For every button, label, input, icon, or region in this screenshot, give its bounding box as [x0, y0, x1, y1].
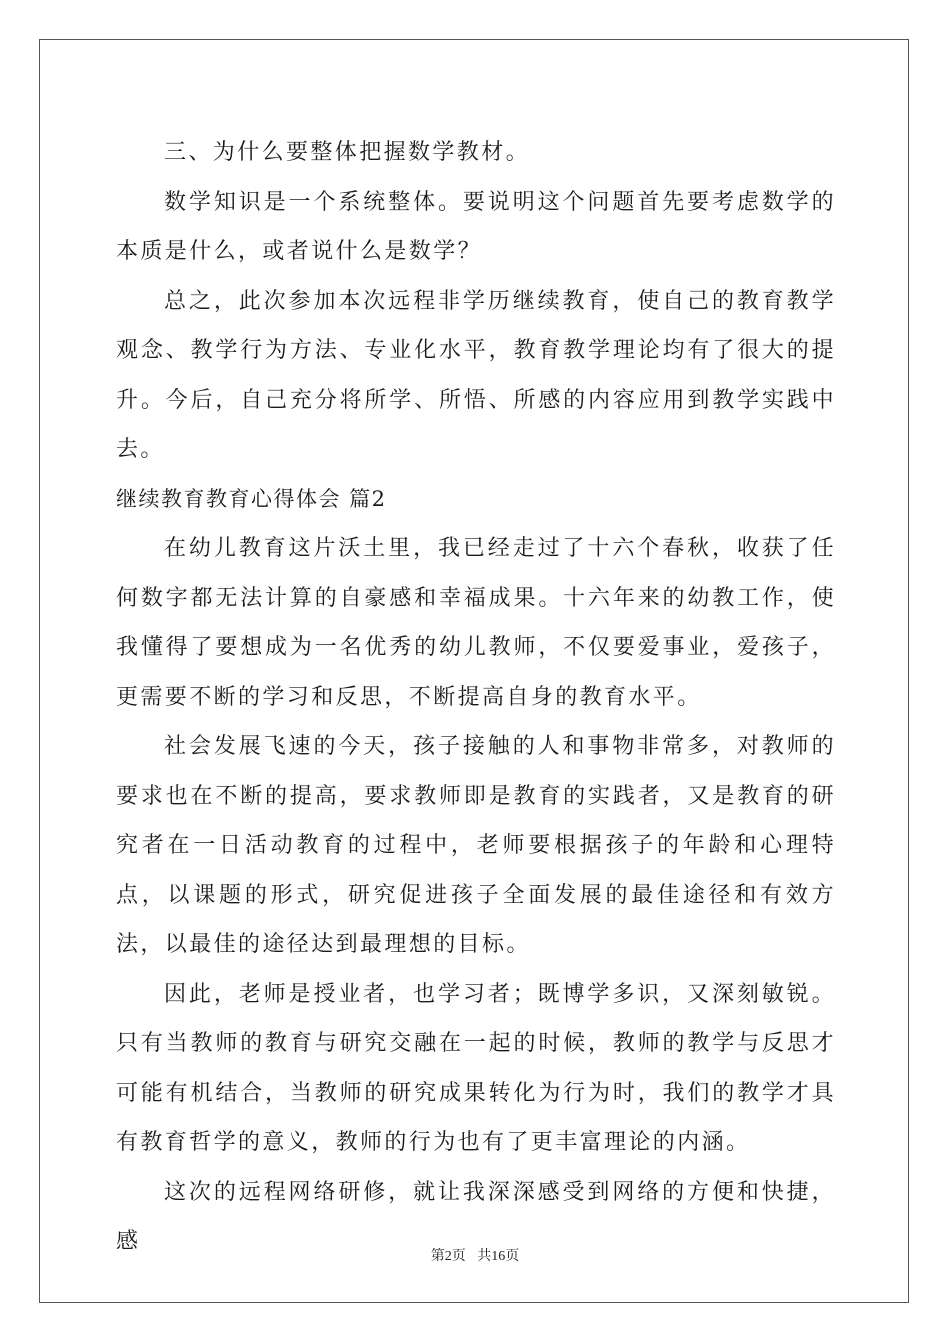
paragraph: 因此，老师是授业者，也学习者；既博学多识，又深刻敏锐。只有当教师的教育与研究交融在一起的时候，教师的教学与反思才可能有机结合，当教师的研究成果转化为行为时，我们的教学才具有教育哲学的意义，教师的行为也有了更丰富理论的内涵。 — [116, 981, 836, 1155]
paragraph: 在幼儿教育这片沃土里，我已经走过了十六个春秋，收获了任何数字都无法计算的自豪感和幸福成果。十六年来的幼教工作，使我懂得了要想成为一名优秀的幼儿教师，不仅要爱事业，爱孩子，更需要不断的学习和反思，不断提高自身的教育水平。 — [116, 536, 836, 710]
page-total: 共16页 — [477, 1249, 520, 1264]
paragraph: 总之，此次参加本次远程非学历继续教育，使自己的教育教学观念、教学行为方法、专业化水平，教育教学理论均有了很大的提升。今后，自己充分将所学、所悟、所感的内容应用到教学实践中去。 — [116, 288, 836, 462]
page-footer — [0, 1245, 950, 1265]
paragraph: 三、为什么要整体把握数学教材。 — [164, 140, 531, 165]
paragraph: 这次的远程网络研修，就让我深深感受到网络的方便和快捷，感 — [116, 1179, 836, 1254]
page-number: 第2页 — [430, 1249, 466, 1264]
section-heading: 继续教育教育心得体会 篇2 — [116, 486, 387, 511]
paragraph: 社会发展飞速的今天，孩子接触的人和事物非常多，对教师的要求也在不断的提高，要求教师即是教育的实践者，又是教育的研究者在一日活动教育的过程中，老师要根据孩子的年龄和心理特点，以课题的形式，研究促进孩子全面发展的最佳途径和有效方法，以最佳的途径达到最理想的目标。 — [116, 734, 836, 957]
document-body — [116, 128, 836, 1267]
paragraph: 数学知识是一个系统整体。要说明这个问题首先要考虑数学的本质是什么，或者说什么是数学？ — [116, 189, 836, 264]
